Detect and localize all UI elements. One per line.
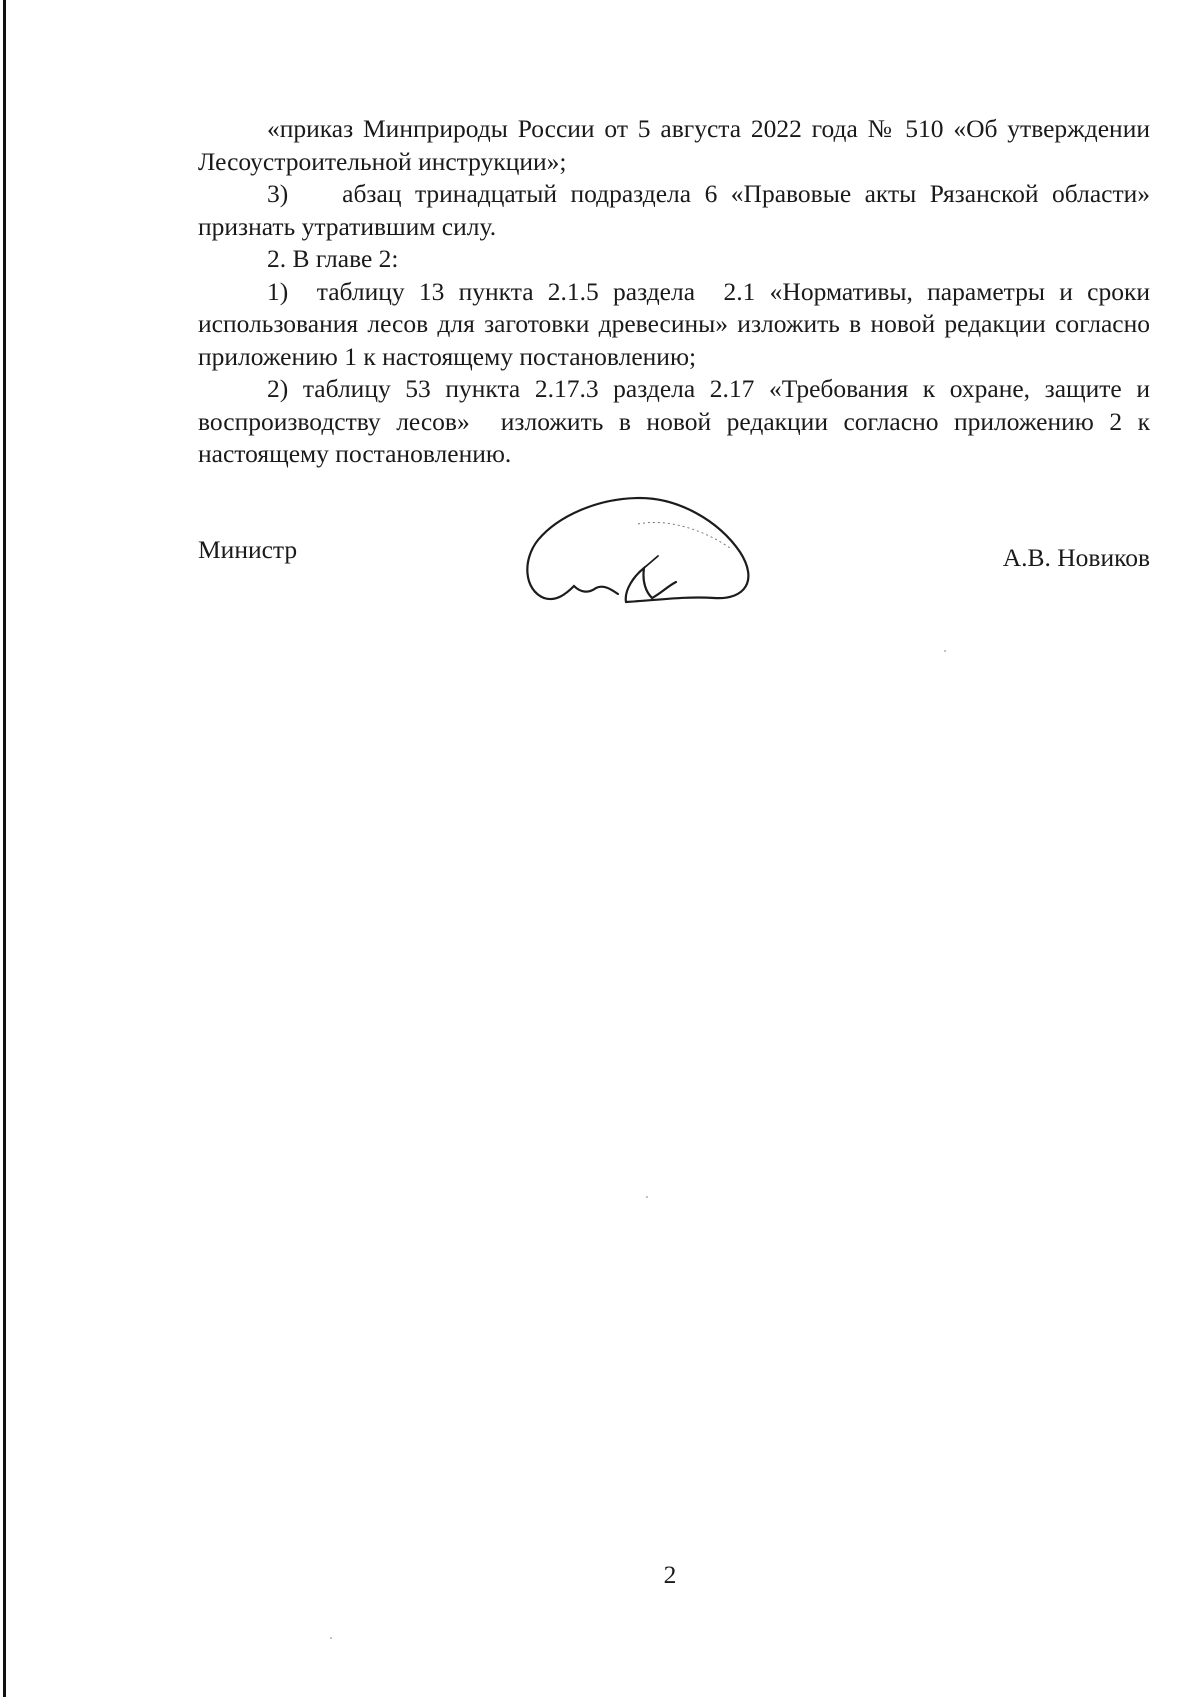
paragraph-order-reference: «приказ Минприроды России от 5 августа 2022 года № 510 «Об утверждении Лесоустроительной инструкции»; [198,114,1150,176]
paragraph-item-1-table-13: 1) таблицу 13 пункта 2.1.5 раздела 2.1 «Нормативы, параметры и сроки использования лесов для заготовки древесины» изложить в новой редакции согласно приложению 1 к настоящему постановлению; [198,276,1150,371]
paragraph-item-2-table-53: 2) таблицу 53 пункта 2.17.3 раздела 2.17 «Требования к охране, защите и воспроизводству лесов» изложить в новой редакции согласно приложению 2 к настоящему постановлению. [198,374,1150,468]
paragraph-chapter-2: 2. В главе 2: [267,244,399,273]
scan-edge-line [3,0,6,1697]
handwritten-signature-icon [508,490,758,620]
scan-speck [944,650,946,652]
scan-speck [646,1196,648,1198]
paragraph-item-3: 3) абзац тринадцатый подраздела 6 «Правовые акты Рязанской области» признать утратившим силу. [198,179,1150,241]
body-text [198,113,1150,471]
signatory-title: Министр [198,535,298,564]
page-number: 2 [663,1560,677,1589]
signatory-name: А.В. Новиков [1002,543,1150,572]
scan-speck [330,1637,332,1639]
